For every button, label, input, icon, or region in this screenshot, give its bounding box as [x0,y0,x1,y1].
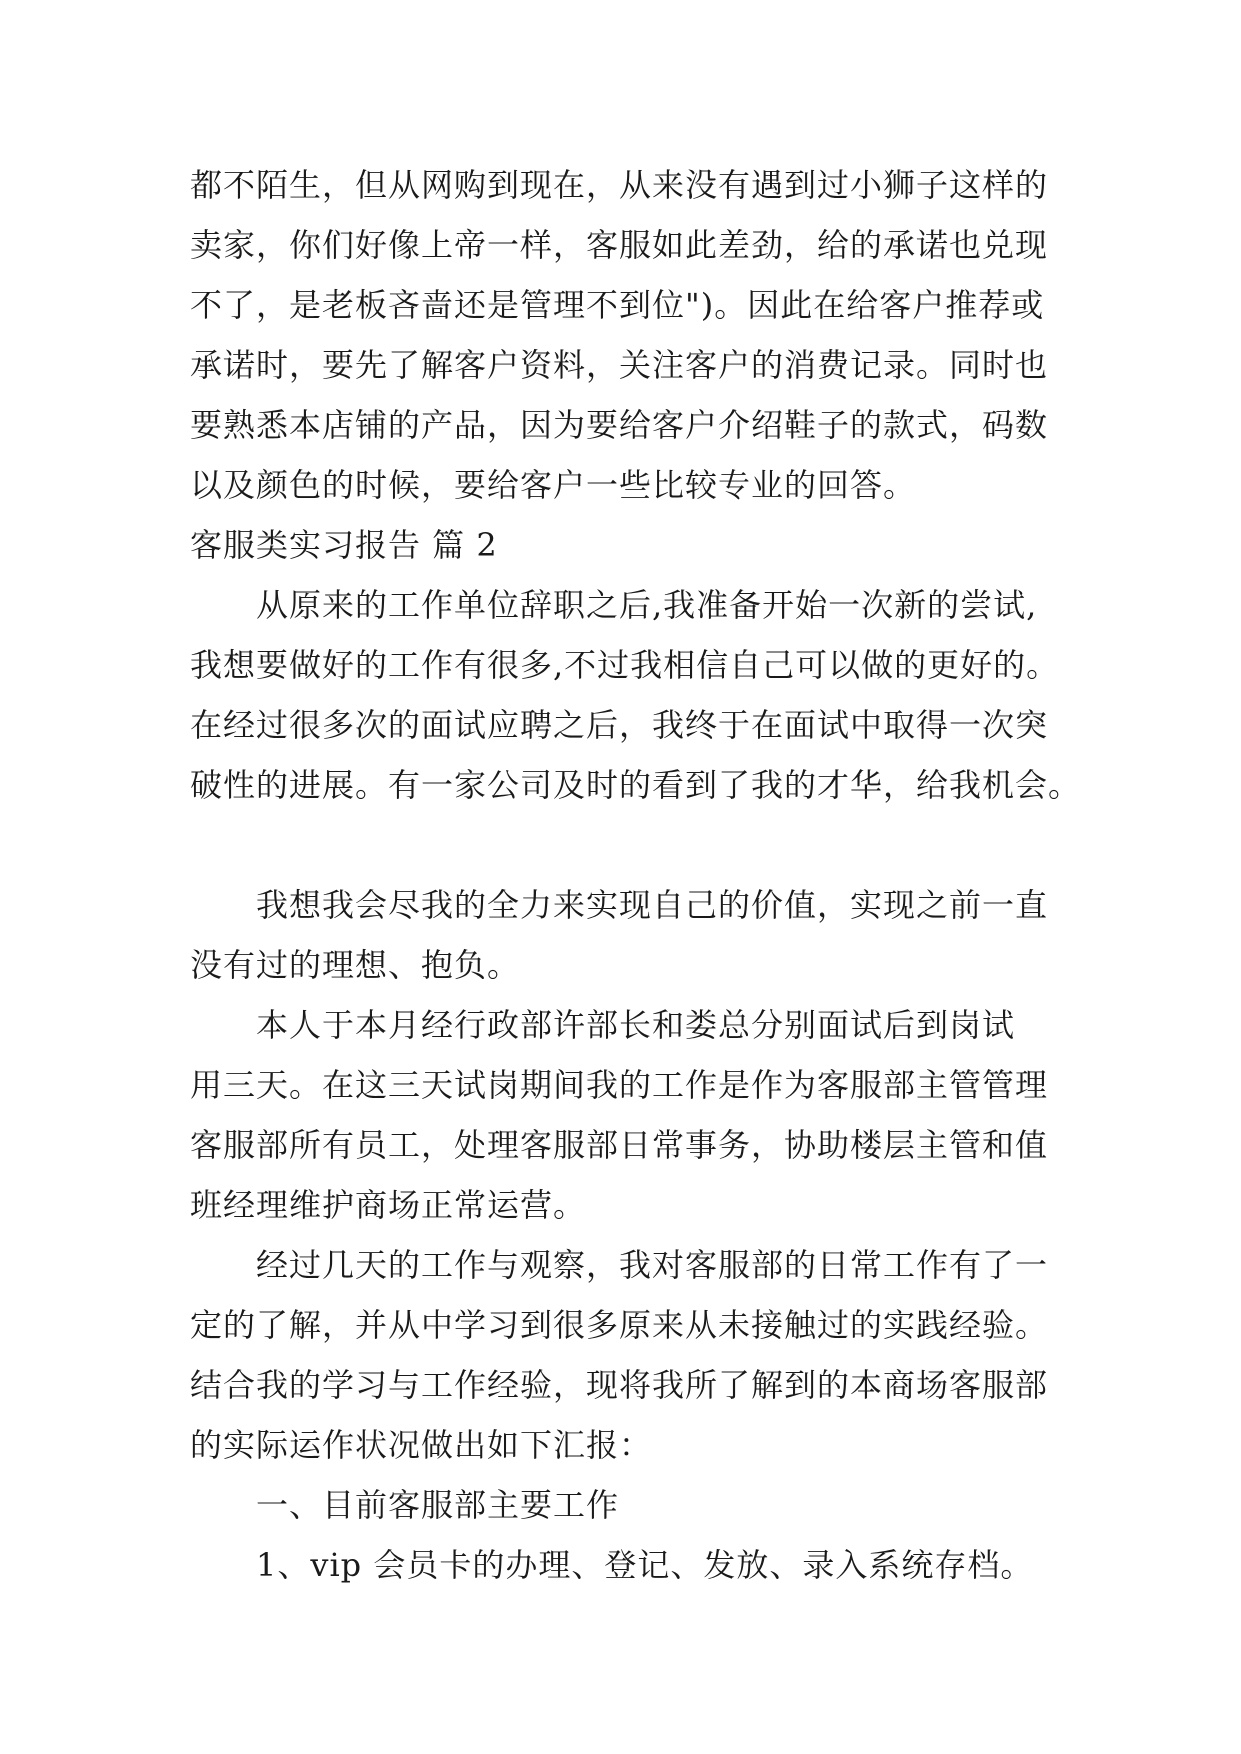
text-line: 用三天。在这三天试岗期间我的工作是作为客服部主管管理 [190,1066,1049,1104]
text-line: 我想要做好的工作有很多,不过我相信自己可以做的更好的。 [190,646,1060,684]
text-line: 定的了解，并从中学习到很多原来从未接触过的实践经验。 [190,1306,1049,1344]
text-line: 我想我会尽我的全力来实现自己的价值，实现之前一直 [256,886,1049,924]
text-line: 卖家，你们好像上帝一样，客服如此差劲，给的承诺也兑现 [190,226,1049,264]
text-line: 经过几天的工作与观察，我对客服部的日常工作有了一 [256,1246,1049,1284]
text-line: 承诺时，要先了解客户资料，关注客户的消费记录。同时也 [190,346,1049,384]
text-line: 要熟悉本店铺的产品，因为要给客户介绍鞋子的款式，码数 [190,406,1049,444]
text-line: 从原来的工作单位辞职之后,我准备开始一次新的尝试, [256,586,1038,624]
list-heading: 一、目前客服部主要工作 [256,1486,620,1524]
text-line: 班经理维护商场正常运营。 [190,1186,587,1224]
text-line: 本人于本月经行政部许部长和娄总分别面试后到岗试 [256,1006,1016,1044]
text-line: 在经过很多次的面试应聘之后，我终于在面试中取得一次突 [190,706,1049,744]
text-line: 的实际运作状况做出如下汇报： [190,1426,653,1464]
paragraph-gap [190,815,1060,875]
text-line: 都不陌生，但从网购到现在，从来没有遇到过小狮子这样的 [190,166,1049,204]
list-item: 1、vip 会员卡的办理、登记、发放、录入系统存档。 [256,1546,1034,1584]
text-line: 客服部所有员工，处理客服部日常事务，协助楼层主管和值 [190,1126,1049,1164]
text-line: 破性的进展。有一家公司及时的看到了我的才华，给我机会。 [190,766,1082,804]
text-line: 结合我的学习与工作经验，现将我所了解到的本商场客服部 [190,1366,1049,1404]
text-line: 不了，是老板吝啬还是管理不到位")。因此在给客户推荐或 [190,286,1045,324]
text-line: 以及颜色的时候，要给客户一些比较专业的回答。 [190,466,917,504]
text-line: 没有过的理想、抱负。 [190,946,521,984]
section-heading: 客服类实习报告 篇 2 [190,526,498,564]
document-body [190,155,1082,1595]
